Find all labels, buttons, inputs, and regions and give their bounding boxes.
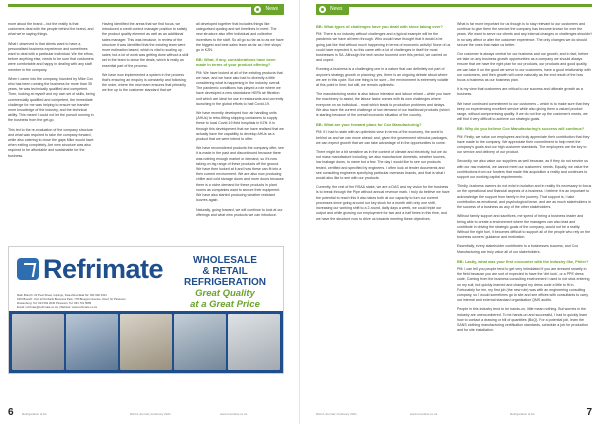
article-paragraph: We have recently developed four air handling units (AHUs) to retro-fitting shipping containers to supply these to local Covid-19 field hospitals in KZN. It is through this development that we have realised that we actually have the capability to develop AHUs as a product that we were intend to offer. <box>196 111 284 142</box>
article-paragraph: What I observed is that clients want to have a personalised business experience and sometimes want to deal with a particular individual. We the ethos, before anything else, needs to be sure that customers were comfortable and happy in dealing with any staff member in the company. <box>8 41 94 72</box>
article-paragraph: We have continued commitment to our customers – which is to make sure that they keep on experiencing excellent service while also giving them a valued product range, without compromising quality. If we do not live up the customer's needs, we will find it very difficult to achieve our strategic goals. <box>457 101 590 122</box>
news-icon <box>254 6 261 13</box>
advert-contact-line: KZN Branch: Unit 12 Dorbank Business Park, 778 Bluegum Avenue, Kloof, Nr Pinetown <box>17 297 126 301</box>
page-number: 7 <box>586 407 592 418</box>
article-paragraph: PM: If I had to state with an optimistic view in terms of the economy, the world is behind us and we can move ahead; and, given the government stimulus packages, we can expect growth that we can take advantage of in the opportunities to come. <box>316 130 448 145</box>
advert-headline-3: REFRIGERATION <box>183 277 267 288</box>
article-paragraph: Currently, the rest of the RSA& stake, we are a DAS and my vision for the business is to break through the Pipe without annual revenue mark. I truly do believe we have the potential to reach this it also takes both at our capacity to turn our current processes since going around our key stock for a month with only one shift, increasing our working shift to a 2-round, daily days a week, we could triple our output and while growing our employment for two and a half times in this time, and we have the structure now to drive us towards meeting these objectives. <box>316 185 450 221</box>
article-column <box>316 22 451 382</box>
article-paragraph: Running a business is a challenging one in a nature that can definitely not part of anyone's strategy growth or planning; yes, there is an ongoing debate about where we are in this cycle. But one thing is for sure – the environment is extremely volatile at this point in time; but still, we remain optimistic. <box>316 67 449 88</box>
article-paragraph: We have reconsidered products the company offer, see it is made in the past and discontinued because there was nothing enough market or demand, so it's now taking on big range of these products off the ground. We have then looked at it and how these can fit into a then current environment. We are also now producing chiller and cold storage doors and more doors because there is a niche demand for these products in plant rooms as companies want to secure their equipment. We have also started producing weather resistant louvres again. <box>196 146 284 203</box>
advert-tagline-2: at a Great Price <box>190 299 260 310</box>
section-badge-label: News <box>330 6 343 12</box>
interview-question: BB: Lastly, what was your first encounter with the industry like, Philer? <box>457 258 589 264</box>
product-photo <box>12 314 64 370</box>
interview-question: BB: What are your forward plans for Cox Manufacturing? <box>316 122 422 128</box>
article-paragraph: This led to the re-evaluation of the company structure and what was required to take the company forward, while also catering to close the gaps Mike would have when exiting completely. Are new structure was also required to be affordable and sustainable for the business. <box>8 127 94 158</box>
interview-question: BB: What types of challenges have you dealt with since taking over? <box>316 24 443 29</box>
article-paragraph: all developed together that includes things like categorised quoting and set timelines to meet. The new structure also offer individual and collective incentives to the staff. So all go so far as to as we have the biggest and best sales team as far as I feel shops' go in KZN. <box>196 22 284 53</box>
article-paragraph: What is far more important for us though is to stay relevant to our customers and continue to give them the service the company has become known for over the years. We want to serve our clients and any internal changes or challenges shouldn't in no way affect or alter the customer experience. The only changes we do should secure the ones that make us better. <box>457 22 592 47</box>
advert-brand: Refrimate <box>43 253 164 284</box>
advert-headline <box>173 255 277 309</box>
article-column <box>8 22 96 242</box>
product-photo <box>120 314 172 370</box>
advert-headline-2: & RETAIL <box>202 266 248 277</box>
article-paragraph: There might be a bit sensitive as in the context of climate and electricity, but we do not mass manufacture including, we also manufacture domestic, weather louvres, low leakage doors, to name but a few. The day I would like to see our products tested, certified and specified by engineers. I often look at tender documents and see consulting engineers specifying particular overseas brands, and that is what I would also like to see with our products. <box>316 150 447 181</box>
article-paragraph: People in this industry tend to be hands-on, little mean nothing. But worries in the industry are unencumbered. To be hands-on and successful, I had to quickly learn how to contact a drawing or bill of quantities (BoQ). For a potential job, learn the SANS clothing manufacturing certification standards, schedule a job for production and for site installation. <box>457 307 589 333</box>
product-photo <box>174 314 226 370</box>
product-photo <box>228 314 280 370</box>
advert-logo <box>17 255 163 283</box>
article-paragraph: PM: Firstly, we value our employees and truly appreciate their contribution that they have made to the company. We appreciate their commitment to help meet the company's goals and our high customer standards. The employees are the key to our service and delivery of our product. <box>457 134 590 155</box>
article-paragraph: We have now implemented a system in the process that's ensuring an enquiry is constantly and following the order, where the new team ensures that primarily we live up to the customer standard that we <box>102 72 186 93</box>
header-bar <box>316 4 592 12</box>
page-footer <box>0 404 300 418</box>
section-badge-label: News <box>265 6 278 12</box>
article-paragraph: Without family support and sacrifices, me spend of being a business leader and being able to create a environment where the managers can also lead and contribute in driving the strategic goals of the company, would not be a reality. Without the right fuel, it becomes difficult to support all of the people who rely on the business owners' guidance and motivation. <box>457 214 591 240</box>
advert-contact-line: Rustenburg: Tel: 014 592 2040 Pinetown: Tel: 031 701 5085 <box>17 301 92 305</box>
article-column <box>196 22 284 242</box>
article-columns <box>316 22 592 382</box>
footer-text: Refrigeration & AC <box>22 412 47 416</box>
article-paragraph: When I came into the company, founded by Mike Cox who has been running the business for more than 35 years, he was technically qualified and competent. Then, looking at myself and my own set of skills, being commercially qualified and competent, the immediate challenge for me was helping to ensure we transfer more knowledge of the industry, and the technical ability. This meant I could not let the pursuit running in the business from the get-go. <box>8 76 95 123</box>
article-paragraph: more about the brand – but the reality is that customers deal with the people behind the brand, and what we're saying things. <box>8 22 94 37</box>
article-paragraph: Secondly, we also value our suppliers as well because, as if they do not service us with our raw material, we cannot meet our customers' needs. Equally, we value the contributions from our funders that made this acquisition a reality and continues to support our working capital requirements. <box>457 159 589 180</box>
interview-question: BB: Why do you believe Cox Manufacturing's success will continue? <box>457 126 585 132</box>
article-paragraph: PM: There is no industry without challenges and a typical example will be the pandemic we have all been through. Who would have thought that it would a be going just like that without much happening in terms of economic activity! None of us could have expected it, so this came with a lot of challenges in itself for most businesses in SA. Although the tech sector boomed over this period, we carried on and coped. <box>316 32 451 63</box>
right-page <box>300 0 600 424</box>
footer-text: RACA Journal | February 2021 <box>130 412 171 416</box>
footer-link[interactable]: www.reconline.co.za <box>220 412 248 416</box>
footer-text: Refrigeration & AC <box>510 412 535 416</box>
article-paragraph: PM: I can tell you people tend to get very intimidated if you are dressed smartly in the field because you are sort of expected to have the 'dirt look', or a PPE dress code. Coming from the business consulting environment I used to not stick entering on my suit, but quickly learned and changed my dress code a little to fit in. Fortunately for me, my first job (the new role) was with an engineering consulting company, so I would sometimes go to site and see offices with consultants to carry out internal and external standard organisation QMS audits. <box>457 266 590 303</box>
section-badge <box>251 4 284 15</box>
product-photo <box>66 314 118 370</box>
advert-contact-line: Email: refrimate@refrimate.co.za | Website: www.refrimate.co.za <box>17 305 97 309</box>
refrimate-advert[interactable] <box>8 246 284 374</box>
header-bar <box>8 4 284 12</box>
article-paragraph: Our customer is always central for our business and our growth, and in fact, before we take on any business growth opportunities as a company we should always ensure that we have the right plan for our products, our products and good quality, we can take it on the good we serve to our customers, have a good relationship with our customers, and then growth will come naturally as the end result of the how focus a business as our business plan. <box>457 52 591 83</box>
advert-headline-1: WHOLESALE <box>193 255 257 266</box>
advert-contact <box>17 293 175 309</box>
section-badge <box>316 4 349 15</box>
article-paragraph: The manufacturing sector is also labour intensive and labour reliant – while you have the machinery to assist, the labour factor comes with its own challenges where everyone on an individual... most which leads to production problems and delays. We also have the current challenge of low demand of our traditional products (which is starting because of the overall economic situation of the country. <box>316 92 451 118</box>
footer-link[interactable]: www.reconline.co.za <box>410 412 438 416</box>
article-paragraph: PM: We have looked at all of the existing products that we have, and we have also had to diversify a little considering what is happening in the industry overall. The pandemic conditions has played a role where we have developed a new standalone HEPA air filtration unit which are ideal for use in restaurants and currently launching in the global efforts to halt Covid-19. <box>196 70 284 106</box>
article-paragraph: Thirdly, business owners do not exist in isolation and in reality it's necessary to focus on the operational and financial aspects of a business. I believe it is an important to acknowledge the support from family in the journey. That support is, I take contribution as emotional, and psychological lense, and are as much stakeholders in the success of a business as any of the other stakeholders. <box>457 184 592 210</box>
footer-text: RACA Journal | February 2021 <box>316 412 357 416</box>
news-icon <box>319 6 326 13</box>
article-paragraph: Having identified the areas that we find focus, we introduced a credit control manager position to satisfy the product quality element as well as an additional sales manager. This was because, in review of the structure it was identified that the existing team were more estimation based, which is vital to scaling up sales; but a lot of work was getting done without a skill set in the team to close the deals, which is really an essential part of the process. <box>102 22 189 68</box>
article-column <box>457 22 592 382</box>
page-number: 6 <box>8 407 14 418</box>
article-paragraph: It is my view that customers are critical to our success and ultimate growth as a business. <box>457 87 583 97</box>
page-footer <box>300 404 600 418</box>
article-columns <box>8 22 284 242</box>
refrimate-logo-icon <box>17 258 39 280</box>
article-paragraph: Naturally, going forward, we will continue to look at our offerings and what new products we can introduce. <box>196 207 283 217</box>
article-column <box>102 22 190 242</box>
interview-question: BB: What, if any, considerations have been made in terms of your product offering? <box>196 57 276 68</box>
advert-contact-line: Main Branch: 22 Peel Street, Isipingo, Kwa-Zulu-Natal Tel: 031 902 3411 <box>17 293 107 297</box>
article-paragraph: Essentially, every stakeholder contributes to a businesses success, and Cox Manufacturing are truly value all of our stakeholders. <box>457 244 579 254</box>
advert-tagline-1: Great Quality <box>195 288 255 299</box>
advert-product-photos <box>9 311 283 373</box>
